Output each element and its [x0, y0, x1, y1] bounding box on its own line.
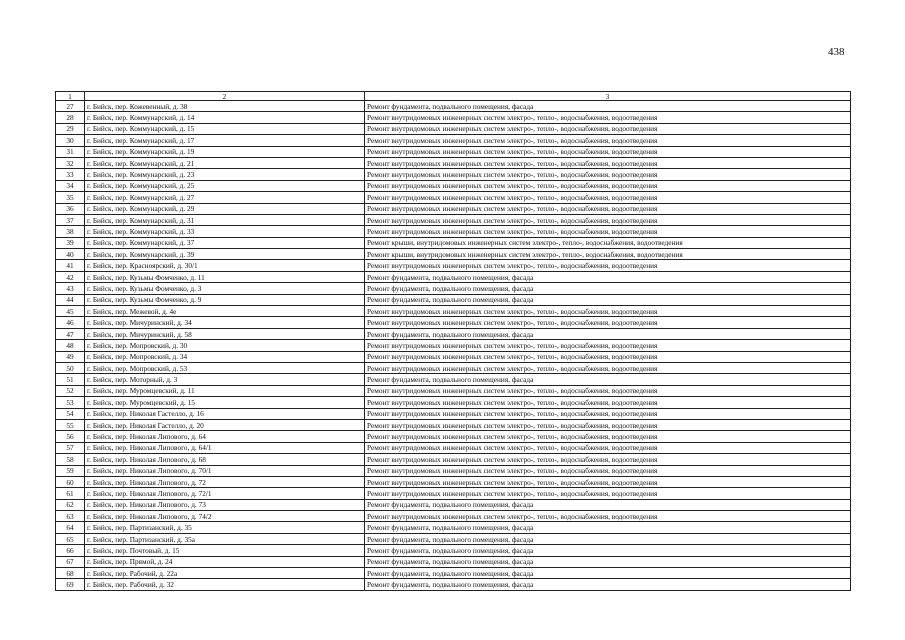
- repair-type-cell: Ремонт крыши, внутридомовых инженерных систем электро-, тепло-, водоснабжения, водоотведения: [365, 249, 851, 260]
- table-row: [56, 488, 851, 499]
- repair-type-cell: Ремонт внутридомовых инженерных систем электро-, тепло-, водоснабжения, водоотведения: [365, 146, 851, 157]
- repair-type-cell: Ремонт фундамента, подвального помещения, фасада: [365, 545, 851, 556]
- table-row: [56, 442, 851, 453]
- table-row: [56, 533, 851, 544]
- repair-type-cell: Ремонт фундамента, подвального помещения, фасада: [365, 328, 851, 339]
- table-row: [56, 260, 851, 271]
- repair-type-cell: Ремонт внутридомовых инженерных систем электро-, тепло-, водоснабжения, водоотведения: [365, 169, 851, 180]
- address-cell: г. Бийск, пер. Николая Гастелло, д. 20: [85, 419, 365, 430]
- address-cell: г. Бийск, пер. Муромцевский, д. 15: [85, 397, 365, 408]
- table-row: [56, 499, 851, 510]
- column-number-1: 1: [56, 92, 85, 101]
- repair-type-cell: Ремонт внутридомовых инженерных систем электро-, тепло-, водоснабжения, водоотведения: [365, 135, 851, 146]
- address-cell: г. Бийск, пер. Николая Липового, д. 72/1: [85, 488, 365, 499]
- row-number: 44: [56, 294, 85, 305]
- table-row: [56, 169, 851, 180]
- row-number: 56: [56, 431, 85, 442]
- repair-type-cell: Ремонт внутридомовых инженерных систем электро-, тепло-, водоснабжения, водоотведения: [365, 123, 851, 134]
- row-number: 35: [56, 192, 85, 203]
- row-number: 65: [56, 533, 85, 544]
- address-cell: г. Бийск, пер. Коммунарский, д. 14: [85, 112, 365, 123]
- table-row: [56, 112, 851, 123]
- address-cell: г. Бийск, пер. Николая Липового, д. 74/2: [85, 511, 365, 522]
- address-cell: г. Бийск, пер. Коммунарский, д. 25: [85, 180, 365, 191]
- repair-type-cell: Ремонт внутридомовых инженерных систем электро-, тепло-, водоснабжения, водоотведения: [365, 488, 851, 499]
- table-row: [56, 385, 851, 396]
- address-cell: г. Бийск, пер. Рабочий, д. 22а: [85, 568, 365, 579]
- address-cell: г. Бийск, пер. Мопровский, д. 53: [85, 362, 365, 373]
- repair-type-cell: Ремонт фундамента, подвального помещения, фасада: [365, 294, 851, 305]
- repair-type-cell: Ремонт внутридомовых инженерных систем электро-, тепло-, водоснабжения, водоотведения: [365, 226, 851, 237]
- row-number: 39: [56, 237, 85, 248]
- repair-type-cell: Ремонт внутридомовых инженерных систем электро-, тепло-, водоснабжения, водоотведения: [365, 408, 851, 419]
- row-number: 68: [56, 568, 85, 579]
- repair-type-cell: Ремонт фундамента, подвального помещения, фасада: [365, 568, 851, 579]
- row-number: 38: [56, 226, 85, 237]
- row-number: 31: [56, 146, 85, 157]
- address-cell: г. Бийск, пер. Николая Липового, д. 72: [85, 476, 365, 487]
- address-cell: г. Бийск, пер. Николая Липового, д. 64: [85, 431, 365, 442]
- table-row: [56, 214, 851, 225]
- table-row: [56, 101, 851, 112]
- table-row: [56, 123, 851, 134]
- repair-type-cell: Ремонт внутридомовых инженерных систем электро-, тепло-, водоснабжения, водоотведения: [365, 180, 851, 191]
- address-cell: г. Бийск, пер. Коммунарский, д. 31: [85, 214, 365, 225]
- row-number: 33: [56, 169, 85, 180]
- repair-type-cell: Ремонт фундамента, подвального помещения, фасада: [365, 499, 851, 510]
- address-cell: г. Бийск, пер. Коммунарский, д. 39: [85, 249, 365, 260]
- address-cell: г. Бийск, пер. Мичуринский, д. 58: [85, 328, 365, 339]
- row-number: 63: [56, 511, 85, 522]
- row-number: 69: [56, 579, 85, 590]
- row-number: 34: [56, 180, 85, 191]
- address-cell: г. Бийск, пер. Муромцевский, д. 11: [85, 385, 365, 396]
- repair-type-cell: Ремонт фундамента, подвального помещения, фасада: [365, 101, 851, 112]
- row-number: 49: [56, 351, 85, 362]
- table-row: [56, 180, 851, 191]
- row-number: 32: [56, 157, 85, 168]
- table-row: [56, 340, 851, 351]
- table-row: [56, 328, 851, 339]
- repair-type-cell: Ремонт фундамента, подвального помещения, фасада: [365, 271, 851, 282]
- row-number: 60: [56, 476, 85, 487]
- repair-type-cell: Ремонт внутридомовых инженерных систем электро-, тепло-, водоснабжения, водоотведения: [365, 112, 851, 123]
- table-row: [56, 294, 851, 305]
- row-number: 64: [56, 522, 85, 533]
- repair-type-cell: Ремонт фундамента, подвального помещения, фасада: [365, 579, 851, 590]
- repair-type-cell: Ремонт внутридомовых инженерных систем электро-, тепло-, водоснабжения, водоотведения: [365, 192, 851, 203]
- address-cell: г. Бийск, пер. Коммунарский, д. 21: [85, 157, 365, 168]
- table-row: [56, 283, 851, 294]
- table-row: [56, 476, 851, 487]
- repair-type-cell: Ремонт фундамента, подвального помещения, фасада: [365, 283, 851, 294]
- repair-type-cell: Ремонт внутридомовых инженерных систем электро-, тепло-, водоснабжения, водоотведения: [365, 431, 851, 442]
- row-number: 62: [56, 499, 85, 510]
- row-number: 53: [56, 397, 85, 408]
- repair-type-cell: Ремонт внутридомовых инженерных систем электро-, тепло-, водоснабжения, водоотведения: [365, 397, 851, 408]
- address-cell: г. Бийск, пер. Мичуринский, д. 34: [85, 317, 365, 328]
- row-number: 52: [56, 385, 85, 396]
- address-cell: г. Бийск, пер. Коммунарский, д. 23: [85, 169, 365, 180]
- table-row: [56, 192, 851, 203]
- table-row: [56, 374, 851, 385]
- table-row: [56, 397, 851, 408]
- address-cell: г. Бийск, пер. Почтовый, д. 15: [85, 545, 365, 556]
- table-row: [56, 431, 851, 442]
- repair-type-cell: Ремонт фундамента, подвального помещения, фасада: [365, 533, 851, 544]
- table-row: [56, 522, 851, 533]
- table-row: [56, 135, 851, 146]
- address-cell: г. Бийск, пер. Кожевенный, д. 38: [85, 101, 365, 112]
- repair-type-cell: Ремонт внутридомовых инженерных систем электро-, тепло-, водоснабжения, водоотведения: [365, 465, 851, 476]
- repair-type-cell: Ремонт внутридомовых инженерных систем электро-, тепло-, водоснабжения, водоотведения: [365, 340, 851, 351]
- table-row: [56, 351, 851, 362]
- address-cell: г. Бийск, пер. Коммунарский, д. 27: [85, 192, 365, 203]
- table-row: [56, 226, 851, 237]
- row-number: 29: [56, 123, 85, 134]
- row-number: 59: [56, 465, 85, 476]
- repair-type-cell: Ремонт фундамента, подвального помещения, фасада: [365, 556, 851, 567]
- row-number: 48: [56, 340, 85, 351]
- address-cell: г. Бийск, пер. Коммунарский, д. 19: [85, 146, 365, 157]
- table-row: [56, 157, 851, 168]
- table-row: [56, 203, 851, 214]
- repair-type-cell: Ремонт внутридомовых инженерных систем электро-, тепло-, водоснабжения, водоотведения: [365, 260, 851, 271]
- repair-type-cell: Ремонт фундамента, подвального помещения, фасада: [365, 374, 851, 385]
- address-cell: г. Бийск, пер. Николая Липового, д. 68: [85, 454, 365, 465]
- address-cell: г. Бийск, пер. Рабочий, д. 32: [85, 579, 365, 590]
- column-number-row: [56, 92, 851, 101]
- row-number: 47: [56, 328, 85, 339]
- table-row: [56, 511, 851, 522]
- address-cell: г. Бийск, пер. Кузьмы Фомченко, д. 3: [85, 283, 365, 294]
- table-row: [56, 317, 851, 328]
- address-cell: г. Бийск, пер. Николая Липового, д. 64/1: [85, 442, 365, 453]
- table-row: [56, 556, 851, 567]
- address-cell: г. Бийск, пер. Коммунарский, д. 15: [85, 123, 365, 134]
- table-row: [56, 419, 851, 430]
- row-number: 30: [56, 135, 85, 146]
- row-number: 36: [56, 203, 85, 214]
- table-row: [56, 249, 851, 260]
- row-number: 57: [56, 442, 85, 453]
- row-number: 66: [56, 545, 85, 556]
- repair-type-cell: Ремонт внутридомовых инженерных систем электро-, тепло-, водоснабжения, водоотведения: [365, 203, 851, 214]
- repair-type-cell: Ремонт внутридомовых инженерных систем электро-, тепло-, водоснабжения, водоотведения: [365, 317, 851, 328]
- table-row: [56, 465, 851, 476]
- repair-type-cell: Ремонт внутридомовых инженерных систем электро-, тепло-, водоснабжения, водоотведения: [365, 511, 851, 522]
- address-cell: г. Бийск, пер. Коммунарский, д. 17: [85, 135, 365, 146]
- address-cell: г. Бийск, пер. Николая Липового, д. 70/1: [85, 465, 365, 476]
- row-number: 55: [56, 419, 85, 430]
- address-cell: г. Бийск, пер. Прямой, д. 24: [85, 556, 365, 567]
- table-row: [56, 454, 851, 465]
- address-cell: г. Бийск, пер. Красноярский, д. 30/1: [85, 260, 365, 271]
- repair-type-cell: Ремонт внутридомовых инженерных систем электро-, тепло-, водоснабжения, водоотведения: [365, 385, 851, 396]
- address-cell: г. Бийск, пер. Николая Гастелло, д. 16: [85, 408, 365, 419]
- address-cell: г. Бийск, пер. Партизанский, д. 35а: [85, 533, 365, 544]
- row-number: 54: [56, 408, 85, 419]
- repair-type-cell: Ремонт внутридомовых инженерных систем электро-, тепло-, водоснабжения, водоотведения: [365, 419, 851, 430]
- table-row: [56, 579, 851, 590]
- repair-type-cell: Ремонт внутридомовых инженерных систем электро-, тепло-, водоснабжения, водоотведения: [365, 476, 851, 487]
- address-cell: г. Бийск, пер. Кузьмы Фомченко, д. 11: [85, 271, 365, 282]
- repair-type-cell: Ремонт внутридомовых инженерных систем электро-, тепло-, водоснабжения, водоотведения: [365, 214, 851, 225]
- repair-type-cell: Ремонт внутридомовых инженерных систем электро-, тепло-, водоснабжения, водоотведения: [365, 362, 851, 373]
- row-number: 43: [56, 283, 85, 294]
- address-cell: г. Бийск, пер. Коммунарский, д. 33: [85, 226, 365, 237]
- row-number: 40: [56, 249, 85, 260]
- table-row: [56, 408, 851, 419]
- repair-type-cell: Ремонт внутридомовых инженерных систем электро-, тепло-, водоснабжения, водоотведения: [365, 157, 851, 168]
- row-number: 37: [56, 214, 85, 225]
- row-number: 67: [56, 556, 85, 567]
- address-cell: г. Бийск, пер. Моторный, д. 3: [85, 374, 365, 385]
- row-number: 41: [56, 260, 85, 271]
- page-number: 438: [828, 46, 845, 58]
- table-row: [56, 306, 851, 317]
- row-number: 27: [56, 101, 85, 112]
- register-body: [56, 92, 851, 591]
- row-number: 45: [56, 306, 85, 317]
- repair-type-cell: Ремонт фундамента, подвального помещения, фасада: [365, 522, 851, 533]
- repair-type-cell: Ремонт крыши, внутридомовых инженерных систем электро-, тепло-, водоснабжения, водоотведения: [365, 237, 851, 248]
- column-number-3: 3: [365, 92, 851, 101]
- address-cell: г. Бийск, пер. Партизанский, д. 35: [85, 522, 365, 533]
- row-number: 58: [56, 454, 85, 465]
- table-row: [56, 362, 851, 373]
- repair-type-cell: Ремонт внутридомовых инженерных систем электро-, тепло-, водоснабжения, водоотведения: [365, 306, 851, 317]
- address-cell: г. Бийск, пер. Межевой, д. 4е: [85, 306, 365, 317]
- row-number: 51: [56, 374, 85, 385]
- row-number: 50: [56, 362, 85, 373]
- repair-register-table: [55, 91, 851, 591]
- table-row: [56, 545, 851, 556]
- row-number: 42: [56, 271, 85, 282]
- row-number: 46: [56, 317, 85, 328]
- address-cell: г. Бийск, пер. Коммунарский, д. 37: [85, 237, 365, 248]
- table-row: [56, 271, 851, 282]
- repair-type-cell: Ремонт внутридомовых инженерных систем электро-, тепло-, водоснабжения, водоотведения: [365, 454, 851, 465]
- address-cell: г. Бийск, пер. Мопровский, д. 34: [85, 351, 365, 362]
- table-row: [56, 568, 851, 579]
- repair-type-cell: Ремонт внутридомовых инженерных систем электро-, тепло-, водоснабжения, водоотведения: [365, 442, 851, 453]
- repair-type-cell: Ремонт внутридомовых инженерных систем электро-, тепло-, водоснабжения, водоотведения: [365, 351, 851, 362]
- address-cell: г. Бийск, пер. Мопровский, д. 30: [85, 340, 365, 351]
- column-number-2: 2: [85, 92, 365, 101]
- address-cell: г. Бийск, пер. Николая Липового, д. 73: [85, 499, 365, 510]
- address-cell: г. Бийск, пер. Кузьмы Фомченко, д. 9: [85, 294, 365, 305]
- row-number: 28: [56, 112, 85, 123]
- row-number: 61: [56, 488, 85, 499]
- address-cell: г. Бийск, пер. Коммунарский, д. 29: [85, 203, 365, 214]
- table-row: [56, 146, 851, 157]
- table-row: [56, 237, 851, 248]
